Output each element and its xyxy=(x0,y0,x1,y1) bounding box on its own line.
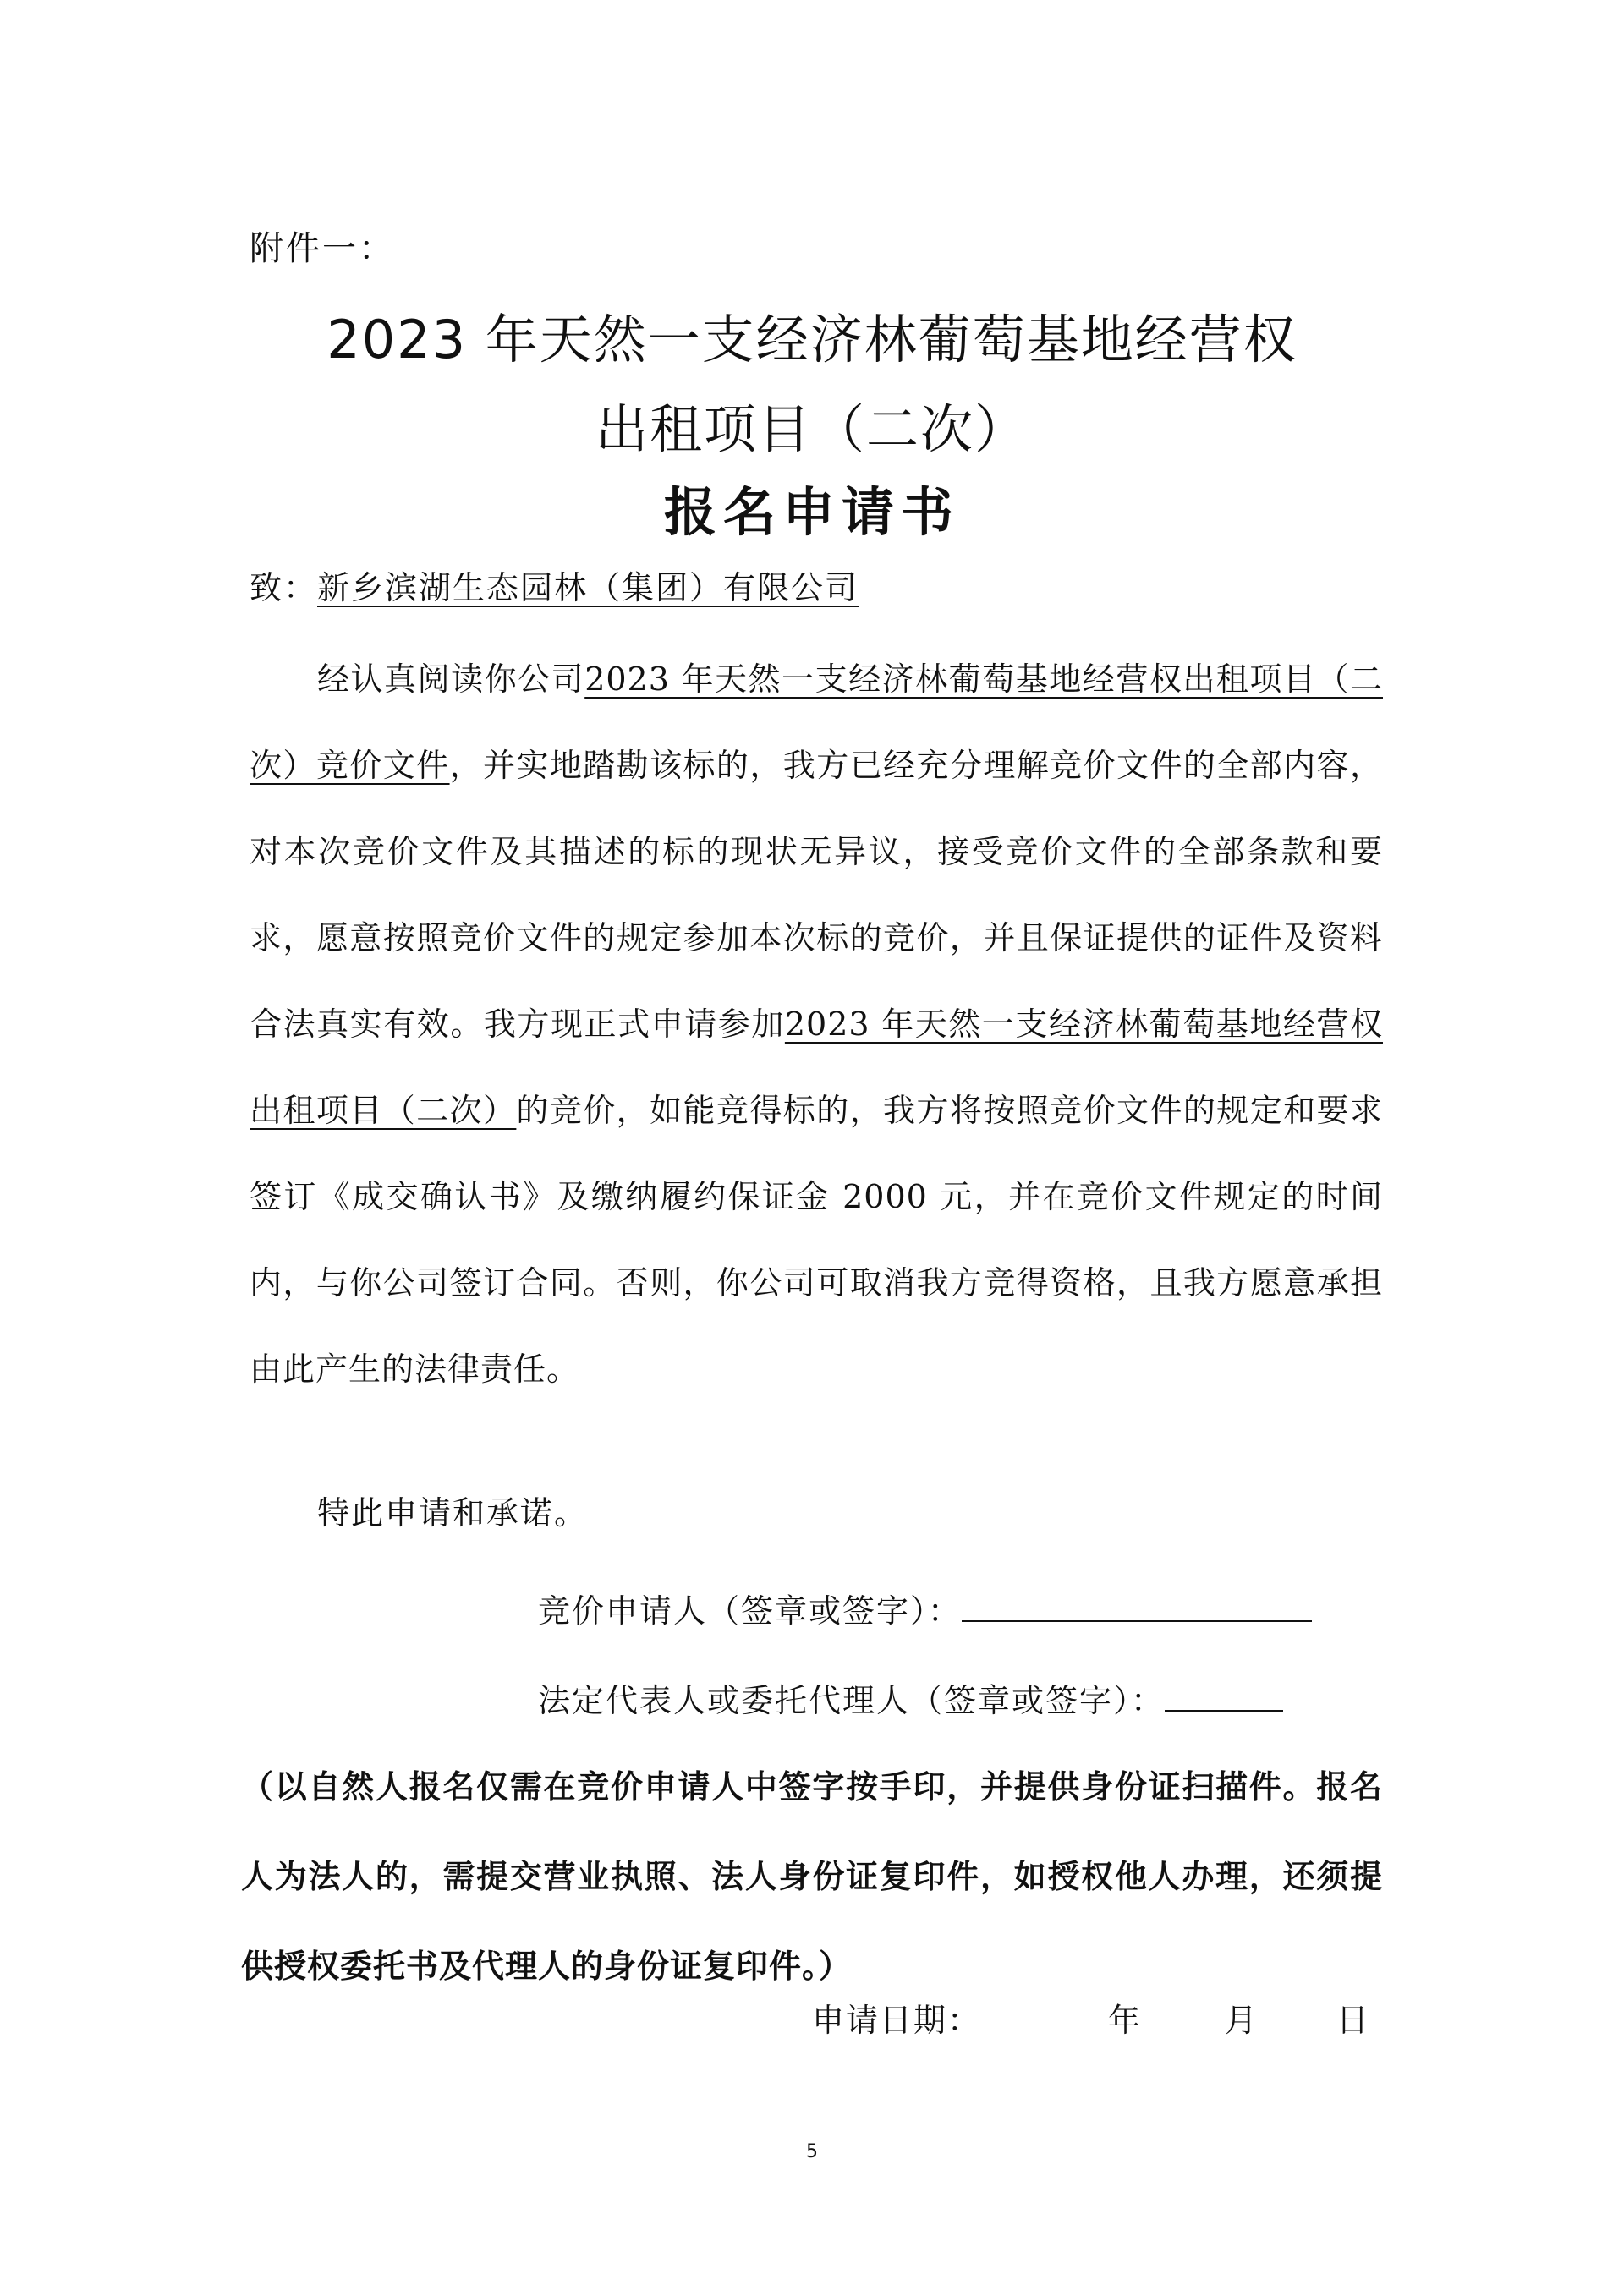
application-date xyxy=(812,1994,1370,2041)
year-label: 年 xyxy=(1108,2002,1143,2039)
body-text xyxy=(250,636,1383,1412)
addressee-prefix: 致： xyxy=(250,569,318,606)
title-line-1: 2023 年天然一支经济林葡萄基地经营权 xyxy=(326,309,1298,370)
project-document-reference: 2023 年天然一支经济林葡萄基地经营权出租项目（二次）竞价文件 xyxy=(250,660,1383,784)
representative-signature-label: 法定代表人或委托代理人（签章或签字）： xyxy=(538,1682,1166,1719)
applicant-signature-row xyxy=(538,1585,1312,1631)
registration-note: （以自然人报名仅需在竞价申请人中签字按手印，并提供身份证扫描件。报名人为法人的，需提交营业执照、法人身份证复印件，如授权他人办理，还须提供授权委托书及代理人的身份证复印件。） xyxy=(241,1768,1383,1985)
date-label: 申请日期： xyxy=(812,2002,982,2039)
applicant-signature-line[interactable] xyxy=(962,1592,1312,1622)
day-label: 日 xyxy=(1336,2002,1371,2039)
project-name-reference: 2023 年天然一支经济林葡萄基地经营权出租项目（二次） xyxy=(250,1006,1383,1129)
month-label: 月 xyxy=(1225,2002,1259,2039)
title-line-3: 报名申请书 xyxy=(663,481,960,543)
addressee-name: 新乡滨湖生态园林（集团）有限公司 xyxy=(317,569,859,606)
body-text-part-2: ，并实地踏勘该标的，我方已经充分理解竞价文件的全部内容，对本次竞价文件及其描述的标的现状无异议，接受竞价文件的全部条款和要求，愿意按照竞价文件的规定参加本次标的竞价，并且保证提供的证件及资料合法真实有效。我方现正式申请参加 xyxy=(250,747,1383,1043)
addressee xyxy=(250,562,859,608)
body-text-part-1: 经认真阅读你公司 xyxy=(317,660,585,698)
body-paragraph xyxy=(250,636,1383,1412)
representative-signature-row xyxy=(538,1674,1283,1721)
page-number: 5 xyxy=(806,2141,818,2162)
applicant-signature-label: 竞价申请人（签章或签字）： xyxy=(538,1592,963,1630)
body-text-part-3: 的竞价，如能竞得标的，我方将按照竞价文件的规定和要求签订《成交确认书》及缴纳履约保证金 2000 元，并在竞价文件规定的时间内，与你公司签订合同。否则，你公司可取消我方竞得资格，且我方愿意承担由此产生的法律责任。 xyxy=(250,1092,1383,1388)
declaration: 特此申请和承诺。 xyxy=(317,1494,589,1532)
attachment-label: 附件一： xyxy=(250,229,395,268)
representative-signature-line[interactable] xyxy=(1165,1681,1283,1712)
title-line-2: 出租项目（二次） xyxy=(595,398,1029,460)
